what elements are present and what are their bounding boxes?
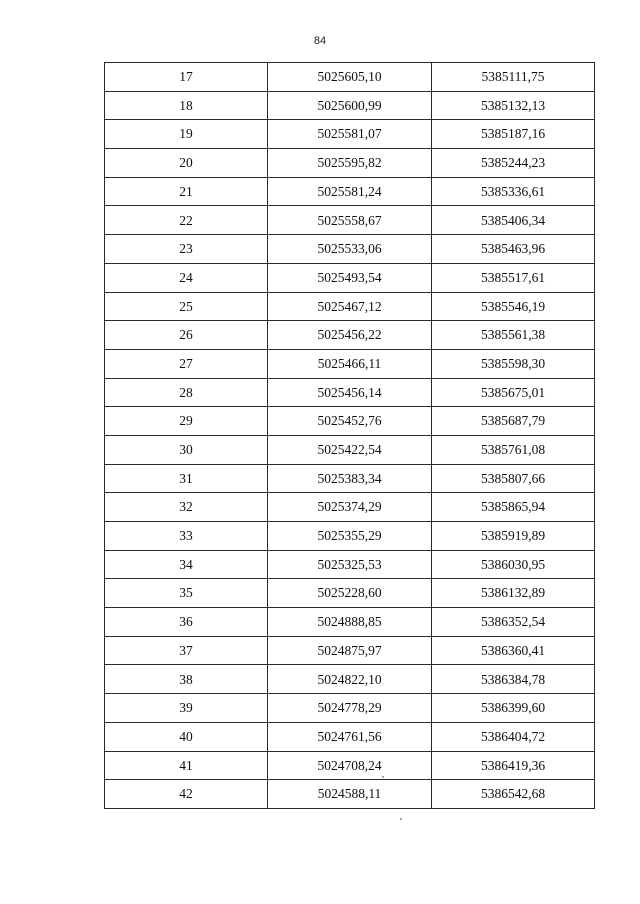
table-row xyxy=(105,235,595,264)
point-number: 36 xyxy=(105,608,268,637)
x-coordinate: 5024875,97 xyxy=(268,636,432,665)
y-coordinate: 5385919,89 xyxy=(432,522,595,551)
x-coordinate: 5025374,29 xyxy=(268,493,432,522)
point-number: 22 xyxy=(105,206,268,235)
x-coordinate: 5025493,54 xyxy=(268,263,432,292)
x-coordinate: 5025456,14 xyxy=(268,378,432,407)
table-row xyxy=(105,722,595,751)
point-number: 24 xyxy=(105,263,268,292)
table-row xyxy=(105,550,595,579)
x-coordinate: 5025581,24 xyxy=(268,177,432,206)
table-row xyxy=(105,780,595,809)
y-coordinate: 5386542,68 xyxy=(432,780,595,809)
point-number: 28 xyxy=(105,378,268,407)
y-coordinate: 5385807,66 xyxy=(432,464,595,493)
point-number: 42 xyxy=(105,780,268,809)
point-number: 17 xyxy=(105,63,268,92)
y-coordinate: 5385546,19 xyxy=(432,292,595,321)
point-number: 19 xyxy=(105,120,268,149)
x-coordinate: 5025467,12 xyxy=(268,292,432,321)
table-row xyxy=(105,636,595,665)
coordinates-table-body xyxy=(105,63,595,809)
x-coordinate: 5025228,60 xyxy=(268,579,432,608)
point-number: 40 xyxy=(105,722,268,751)
y-coordinate: 5385187,16 xyxy=(432,120,595,149)
table-row xyxy=(105,694,595,723)
x-coordinate: 5025456,22 xyxy=(268,321,432,350)
table-row xyxy=(105,464,595,493)
y-coordinate: 5386352,54 xyxy=(432,608,595,637)
x-coordinate: 5025383,34 xyxy=(268,464,432,493)
page-number: 84 xyxy=(313,35,327,47)
table-row xyxy=(105,378,595,407)
table-row xyxy=(105,120,595,149)
table-row xyxy=(105,493,595,522)
point-number: 37 xyxy=(105,636,268,665)
x-coordinate: 5025466,11 xyxy=(268,349,432,378)
table-row xyxy=(105,665,595,694)
x-coordinate: 5024761,56 xyxy=(268,722,432,751)
x-coordinate: 5024888,85 xyxy=(268,608,432,637)
table-row xyxy=(105,206,595,235)
table-row xyxy=(105,149,595,178)
table-row xyxy=(105,407,595,436)
point-number: 26 xyxy=(105,321,268,350)
point-number: 31 xyxy=(105,464,268,493)
x-coordinate: 5025325,53 xyxy=(268,550,432,579)
x-coordinate: 5025595,82 xyxy=(268,149,432,178)
x-coordinate: 5025355,29 xyxy=(268,522,432,551)
y-coordinate: 5385111,75 xyxy=(432,63,595,92)
point-number: 41 xyxy=(105,751,268,780)
point-number: 21 xyxy=(105,177,268,206)
y-coordinate: 5385406,34 xyxy=(432,206,595,235)
x-coordinate: 5024588,11 xyxy=(268,780,432,809)
table-row xyxy=(105,751,595,780)
table-row xyxy=(105,292,595,321)
y-coordinate: 5385598,30 xyxy=(432,349,595,378)
scan-speck xyxy=(400,818,402,820)
y-coordinate: 5386360,41 xyxy=(432,636,595,665)
point-number: 38 xyxy=(105,665,268,694)
point-number: 30 xyxy=(105,435,268,464)
table-row xyxy=(105,579,595,608)
table-row xyxy=(105,91,595,120)
x-coordinate: 5024708,24 xyxy=(268,751,432,780)
point-number: 18 xyxy=(105,91,268,120)
point-number: 33 xyxy=(105,522,268,551)
y-coordinate: 5385687,79 xyxy=(432,407,595,436)
x-coordinate: 5025605,10 xyxy=(268,63,432,92)
x-coordinate: 5025422,54 xyxy=(268,435,432,464)
x-coordinate: 5025600,99 xyxy=(268,91,432,120)
table-row xyxy=(105,321,595,350)
y-coordinate: 5385463,96 xyxy=(432,235,595,264)
x-coordinate: 5024778,29 xyxy=(268,694,432,723)
table-row xyxy=(105,349,595,378)
point-number: 27 xyxy=(105,349,268,378)
point-number: 35 xyxy=(105,579,268,608)
table-row xyxy=(105,177,595,206)
table-row xyxy=(105,263,595,292)
y-coordinate: 5385132,13 xyxy=(432,91,595,120)
y-coordinate: 5386030,95 xyxy=(432,550,595,579)
x-coordinate: 5024822,10 xyxy=(268,665,432,694)
scan-speck xyxy=(382,776,384,778)
y-coordinate: 5385336,61 xyxy=(432,177,595,206)
coordinates-table xyxy=(104,62,595,809)
table-row xyxy=(105,608,595,637)
point-number: 25 xyxy=(105,292,268,321)
point-number: 20 xyxy=(105,149,268,178)
point-number: 32 xyxy=(105,493,268,522)
y-coordinate: 5385675,01 xyxy=(432,378,595,407)
x-coordinate: 5025533,06 xyxy=(268,235,432,264)
y-coordinate: 5385517,61 xyxy=(432,263,595,292)
y-coordinate: 5386132,89 xyxy=(432,579,595,608)
point-number: 23 xyxy=(105,235,268,264)
y-coordinate: 5385244,23 xyxy=(432,149,595,178)
y-coordinate: 5386399,60 xyxy=(432,694,595,723)
table-row xyxy=(105,63,595,92)
y-coordinate: 5386419,36 xyxy=(432,751,595,780)
y-coordinate: 5385561,38 xyxy=(432,321,595,350)
y-coordinate: 5385865,94 xyxy=(432,493,595,522)
x-coordinate: 5025452,76 xyxy=(268,407,432,436)
point-number: 29 xyxy=(105,407,268,436)
table-row xyxy=(105,522,595,551)
y-coordinate: 5385761,08 xyxy=(432,435,595,464)
y-coordinate: 5386384,78 xyxy=(432,665,595,694)
x-coordinate: 5025558,67 xyxy=(268,206,432,235)
x-coordinate: 5025581,07 xyxy=(268,120,432,149)
point-number: 34 xyxy=(105,550,268,579)
point-number: 39 xyxy=(105,694,268,723)
y-coordinate: 5386404,72 xyxy=(432,722,595,751)
table-row xyxy=(105,435,595,464)
